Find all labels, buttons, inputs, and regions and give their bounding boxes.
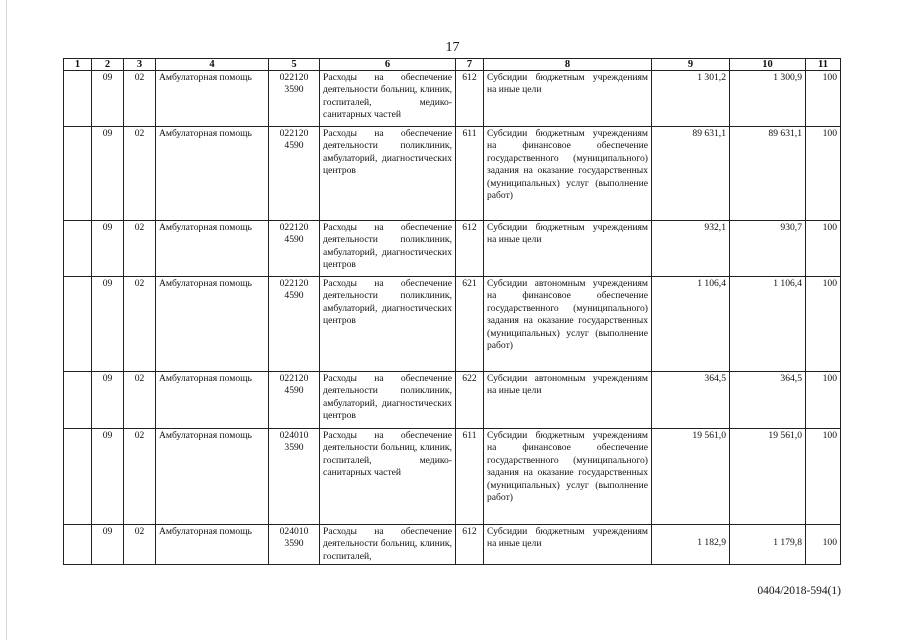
cell-section: 09 xyxy=(92,71,124,127)
cell-planned: 364,5 xyxy=(652,372,730,429)
cell-section: 09 xyxy=(92,221,124,277)
col-header-9: 9 xyxy=(652,59,730,71)
cell-section: 09 xyxy=(92,372,124,429)
cell-percent: 100 xyxy=(806,277,841,372)
header-row xyxy=(64,59,841,71)
cell-percent: 100 xyxy=(806,221,841,277)
cell-blank xyxy=(64,221,92,277)
cell-executed: 89 631,1 xyxy=(730,127,806,221)
document-code: 0404/2018-594(1) xyxy=(757,585,841,597)
cell-subsection: 02 xyxy=(124,372,156,429)
cell-expense-name: Субсидии бюджетным учреждениям на иные цели xyxy=(484,525,652,565)
cell-description: Расходы на обеспечение деятельности поликлиник, амбулаторий, диагностических центров xyxy=(320,277,456,372)
col-header-10: 10 xyxy=(730,59,806,71)
cell-executed: 364,5 xyxy=(730,372,806,429)
col-header-2: 2 xyxy=(92,59,124,71)
cell-executed: 1 300,9 xyxy=(730,71,806,127)
scan-edge xyxy=(6,0,7,640)
cell-name: Амбулаторная помощь xyxy=(156,429,269,525)
cell-planned: 1 106,4 xyxy=(652,277,730,372)
cell-target-code: 022120 4590 xyxy=(269,372,320,429)
cell-target-code: 024010 3590 xyxy=(269,429,320,525)
cell-planned: 1 301,2 xyxy=(652,71,730,127)
cell-description: Расходы на обеспечение деятельности поликлиник, амбулаторий, диагностических центров xyxy=(320,372,456,429)
col-header-11: 11 xyxy=(806,59,841,71)
cell-percent: 100 xyxy=(806,429,841,525)
cell-blank xyxy=(64,525,92,565)
col-header-6: 6 xyxy=(320,59,456,71)
cell-blank xyxy=(64,277,92,372)
cell-expense-type: 622 xyxy=(456,372,484,429)
cell-planned: 932,1 xyxy=(652,221,730,277)
cell-blank xyxy=(64,429,92,525)
cell-executed: 19 561,0 xyxy=(730,429,806,525)
cell-section: 09 xyxy=(92,127,124,221)
table-row xyxy=(64,277,841,372)
cell-description: Расходы на обеспечение деятельности больниц, клиник, госпиталей, xyxy=(320,525,456,565)
cell-expense-type: 612 xyxy=(456,525,484,565)
cell-planned: 19 561,0 xyxy=(652,429,730,525)
cell-expense-name: Субсидии бюджетным учреждениям на иные цели xyxy=(484,221,652,277)
cell-description: Расходы на обеспечение деятельности поликлиник, амбулаторий, диагностических центров xyxy=(320,221,456,277)
cell-subsection: 02 xyxy=(124,71,156,127)
table-row xyxy=(64,221,841,277)
cell-name: Амбулаторная помощь xyxy=(156,525,269,565)
cell-subsection: 02 xyxy=(124,277,156,372)
cell-expense-name: Субсидии бюджетным учреждениям на финансовое обеспечение государственного (муниципального) задания на оказание государственных (муниципальных) услуг (выполнение работ) xyxy=(484,127,652,221)
col-header-7: 7 xyxy=(456,59,484,71)
cell-description: Расходы на обеспечение деятельности больниц, клиник, госпиталей, медико-санитарных частей xyxy=(320,429,456,525)
cell-executed: 930,7 xyxy=(730,221,806,277)
cell-executed: 1 106,4 xyxy=(730,277,806,372)
cell-percent: 100 xyxy=(806,372,841,429)
table-row xyxy=(64,372,841,429)
table-row xyxy=(64,525,841,565)
cell-description: Расходы на обеспечение деятельности поликлиник, амбулаторий, диагностических центров xyxy=(320,127,456,221)
cell-name: Амбулаторная помощь xyxy=(156,372,269,429)
cell-subsection: 02 xyxy=(124,221,156,277)
cell-blank xyxy=(64,127,92,221)
cell-section: 09 xyxy=(92,277,124,372)
cell-name: Амбулаторная помощь xyxy=(156,221,269,277)
cell-name: Амбулаторная помощь xyxy=(156,127,269,221)
cell-subsection: 02 xyxy=(124,127,156,221)
cell-expense-type: 611 xyxy=(456,429,484,525)
cell-expense-type: 612 xyxy=(456,71,484,127)
table-row xyxy=(64,429,841,525)
page-number: 17 xyxy=(445,40,460,55)
cell-planned: 89 631,1 xyxy=(652,127,730,221)
cell-blank xyxy=(64,71,92,127)
cell-subsection: 02 xyxy=(124,429,156,525)
cell-executed: 1 179,8 xyxy=(730,525,806,565)
cell-planned: 1 182,9 xyxy=(652,525,730,565)
cell-blank xyxy=(64,372,92,429)
cell-section: 09 xyxy=(92,429,124,525)
cell-expense-type: 621 xyxy=(456,277,484,372)
cell-expense-name: Субсидии автономным учреждениям на иные цели xyxy=(484,372,652,429)
col-header-4: 4 xyxy=(156,59,269,71)
cell-target-code: 022120 3590 xyxy=(269,71,320,127)
cell-target-code: 022120 4590 xyxy=(269,221,320,277)
cell-description: Расходы на обеспечение деятельности больниц, клиник, госпиталей, медико-санитарных частей xyxy=(320,71,456,127)
cell-percent: 100 xyxy=(806,127,841,221)
table-row xyxy=(64,127,841,221)
col-header-8: 8 xyxy=(484,59,652,71)
col-header-5: 5 xyxy=(269,59,320,71)
col-header-1: 1 xyxy=(64,59,92,71)
cell-section: 09 xyxy=(92,525,124,565)
cell-expense-name: Субсидии бюджетным учреждениям на финансовое обеспечение государственного (муниципального) задания на оказание государственных (муниципальных) услуг (выполнение работ) xyxy=(484,429,652,525)
cell-name: Амбулаторная помощь xyxy=(156,277,269,372)
cell-expense-type: 611 xyxy=(456,127,484,221)
cell-expense-name: Субсидии автономным учреждениям на финансовое обеспечение государственного (муниципального) задания на оказание государственных (муниципальных) услуг (выполнение работ) xyxy=(484,277,652,372)
budget-table xyxy=(63,58,841,565)
col-header-3: 3 xyxy=(124,59,156,71)
cell-subsection: 02 xyxy=(124,525,156,565)
table-row xyxy=(64,71,841,127)
cell-expense-name: Субсидии бюджетным учреждениям на иные цели xyxy=(484,71,652,127)
cell-target-code: 024010 3590 xyxy=(269,525,320,565)
cell-target-code: 022120 4590 xyxy=(269,127,320,221)
cell-name: Амбулаторная помощь xyxy=(156,71,269,127)
cell-percent: 100 xyxy=(806,71,841,127)
cell-expense-type: 612 xyxy=(456,221,484,277)
cell-percent: 100 xyxy=(806,525,841,565)
cell-target-code: 022120 4590 xyxy=(269,277,320,372)
